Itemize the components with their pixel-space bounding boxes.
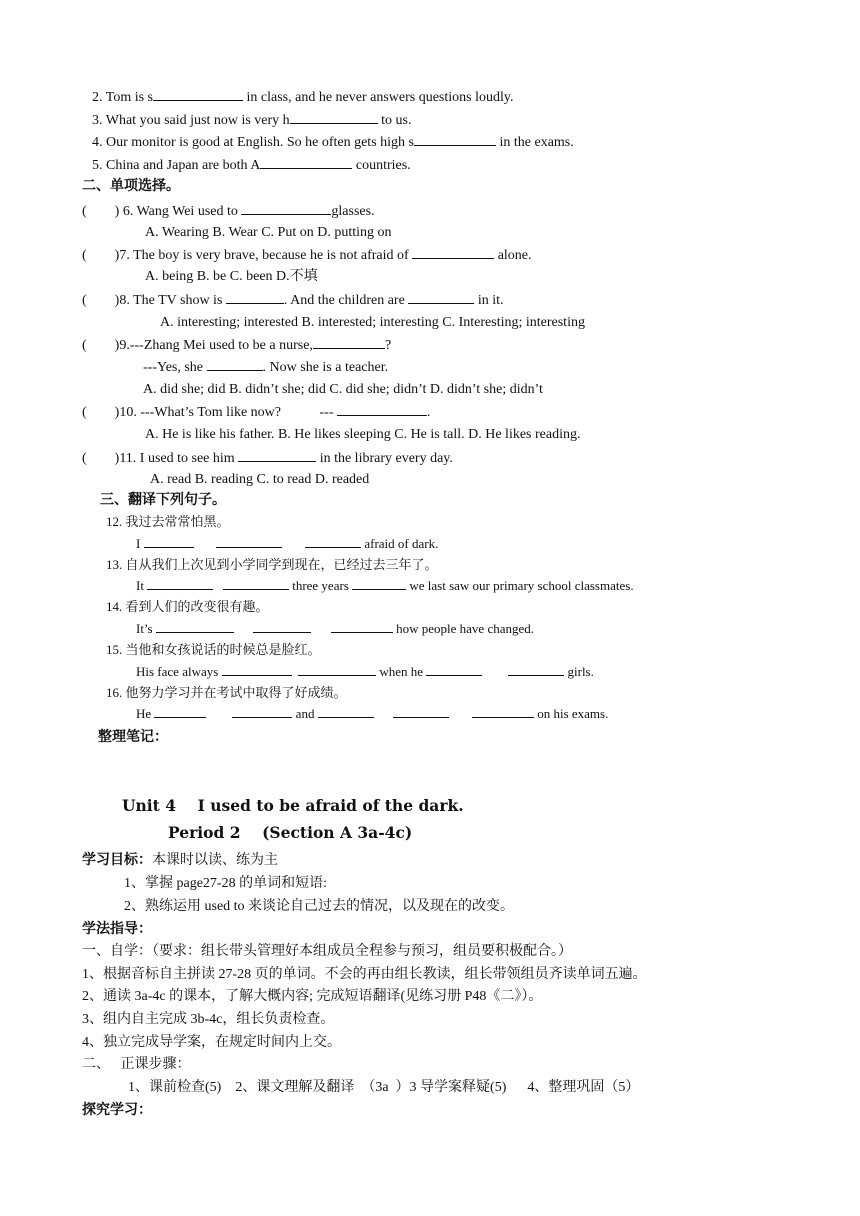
step-4: 4、独立完成导学案，在规定时间内上交。: [82, 1035, 341, 1050]
self-study: 一、自学：（要求：组长带头管理好本组成员全程参与预习，组员要积极配合。）: [82, 944, 572, 959]
period-title: Period 2 (Section A 3a-4c): [168, 823, 413, 842]
question-10-options: A. He is like his father. B. He likes sleeping C. He is tall. D. He likes reading.: [145, 427, 581, 442]
question-8: ( )8. The TV show is . And the children are in it.: [82, 293, 504, 308]
goal-1: 1、掌握 page27-28 的单词和短语:: [124, 876, 327, 891]
section-heading: 三、翻译下列句子。: [100, 493, 226, 508]
answer-blank[interactable]: [414, 133, 496, 146]
step-3: 3、组内自主完成 3b-4c，组长负责检查。: [82, 1012, 335, 1027]
translation-14-prompt: 14. 看到人们的改变很有趣。: [106, 599, 269, 614]
question-7: ( )7. The boy is very brave, because he is not afraid of alone.: [82, 248, 532, 263]
translation-15-prompt: 15. 当他和女孩说话的时候总是脸红。: [106, 642, 321, 657]
question-9-options: A. did she; did B. didn’t she; did C. did she; didn’t D. didn’t she; didn’t: [143, 382, 543, 397]
question-7-options: A. being B. be C. been D.不填: [145, 269, 318, 284]
answer-blank[interactable]: [331, 620, 393, 633]
question-9-line2: ---Yes, she . Now she is a teacher.: [143, 360, 389, 375]
unit-title: Unit 4 I used to be afraid of the dark.: [122, 796, 464, 815]
answer-blank[interactable]: [216, 535, 282, 548]
translation-12-answer: I afraid of dark.: [136, 536, 439, 551]
fill-item-2: 2. Tom is s in class, and he never answers questions loudly.: [92, 90, 514, 105]
fill-item-5: 5. China and Japan are both A countries.: [92, 158, 411, 173]
answer-blank[interactable]: [260, 156, 352, 169]
answer-blank[interactable]: [393, 705, 449, 718]
answer-blank[interactable]: [253, 620, 311, 633]
step-1: 1、根据音标自主拼读 27-28 页的单词。不会的再由组长教读，组长带领组员齐读单词五遍。: [82, 967, 647, 982]
answer-blank[interactable]: [318, 705, 374, 718]
translation-16-answer: He and on his exams.: [136, 706, 609, 721]
answer-blank[interactable]: [226, 291, 284, 304]
answer-blank[interactable]: [147, 577, 213, 590]
answer-blank[interactable]: [222, 663, 292, 676]
question-8-options: A. interesting; interested B. interested; interesting C. Interesting; interesting: [160, 315, 585, 330]
study-goals: 学习目标：本课时以读、练为主: [82, 853, 278, 868]
class-steps-label: 二、 正课步骤：: [82, 1057, 191, 1072]
answer-blank[interactable]: [508, 663, 564, 676]
fill-item-4: 4. Our monitor is good at English. So he often gets high s in the exams.: [92, 135, 574, 150]
answer-blank[interactable]: [156, 620, 234, 633]
answer-blank[interactable]: [144, 535, 194, 548]
answer-blank[interactable]: [290, 111, 378, 124]
question-6-options: A. Wearing B. Wear C. Put on D. putting on: [145, 225, 392, 240]
translation-12-prompt: 12. 我过去常常怕黑。: [106, 514, 230, 529]
answer-blank[interactable]: [153, 88, 243, 101]
question-10: ( )10. ---What’s Tom like now? --- .: [82, 405, 431, 420]
translation-14-answer: It’s how people have changed.: [136, 621, 535, 636]
translation-13-answer: It three years we last saw our primary school classmates.: [136, 578, 634, 593]
answer-blank[interactable]: [305, 535, 361, 548]
answer-blank[interactable]: [352, 577, 406, 590]
goal-2: 2、熟练运用 used to 来谈论自己过去的情况，以及现在的改变。: [124, 899, 515, 914]
question-11: ( )11. I used to see him in the library every day.: [82, 451, 453, 466]
class-steps: 1、课前检查(5) 2、课文理解及翻译 （3a ）3 导学案释疑(5) 4、整理巩固（5）: [128, 1080, 640, 1095]
translation-15-answer: His face always when he girls.: [136, 664, 594, 679]
question-11-options: A. read B. reading C. to read D. readed: [150, 472, 370, 487]
translation-13-prompt: 13. 自从我们上次见到小学同学到现在，已经过去三年了。: [106, 557, 438, 572]
answer-blank[interactable]: [313, 336, 385, 349]
answer-blank[interactable]: [223, 577, 289, 590]
answer-blank[interactable]: [412, 246, 494, 259]
answer-blank[interactable]: [238, 449, 316, 462]
step-2: 2、通读 3a-4c 的课本，了解大概内容; 完成短语翻译(见练习册 P48《二》）。: [82, 989, 543, 1004]
translation-16-prompt: 16. 他努力学习并在考试中取得了好成绩。: [106, 685, 347, 700]
answer-blank[interactable]: [154, 705, 206, 718]
question-9: ( )9.---Zhang Mei used to be a nurse, ?: [82, 338, 392, 353]
notes-label: 整理笔记：: [98, 730, 168, 745]
answer-blank[interactable]: [426, 663, 482, 676]
guide-label: 学法指导：: [82, 922, 152, 937]
question-6: ( ) 6. Wang Wei used to glasses.: [82, 204, 375, 219]
section-heading: 二、单项选择。: [82, 179, 180, 194]
answer-blank[interactable]: [337, 403, 427, 416]
answer-blank[interactable]: [207, 358, 263, 371]
explore-label: 探究学习：: [82, 1103, 152, 1118]
answer-blank[interactable]: [241, 202, 331, 215]
answer-blank[interactable]: [232, 705, 292, 718]
answer-blank[interactable]: [408, 291, 474, 304]
fill-item-3: 3. What you said just now is very h to us.: [92, 113, 412, 128]
answer-blank[interactable]: [472, 705, 534, 718]
answer-blank[interactable]: [298, 663, 376, 676]
